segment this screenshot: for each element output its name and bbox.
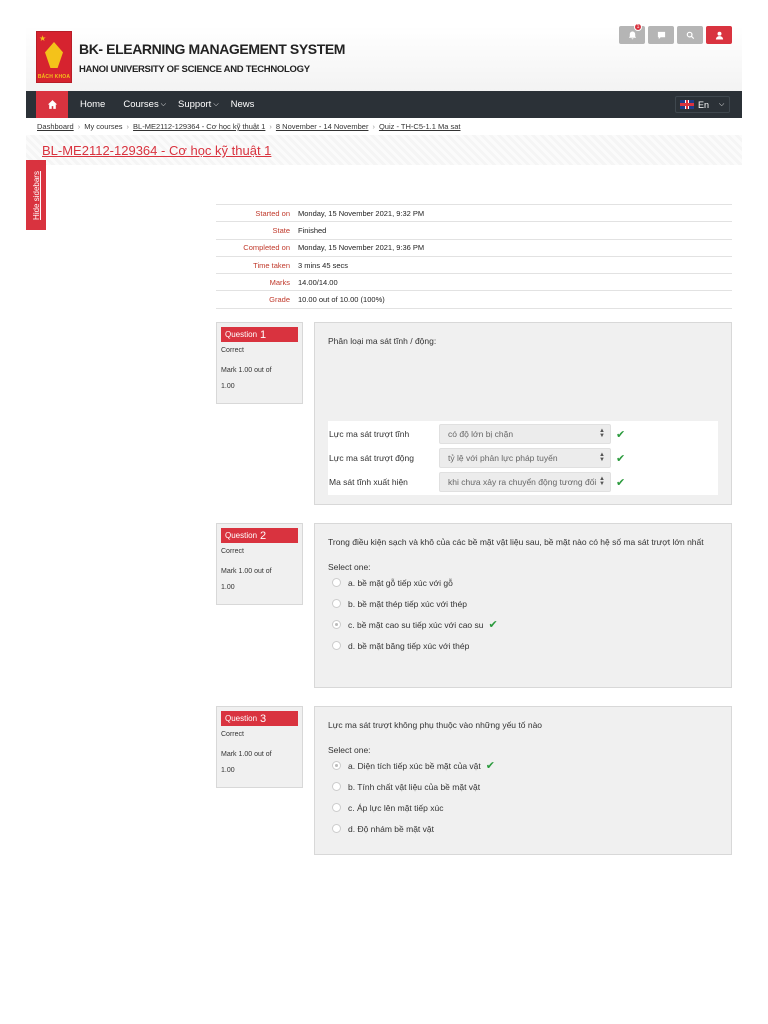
notifications-button[interactable]: [619, 26, 645, 44]
breadcrumb-my-courses: My courses: [84, 122, 123, 131]
user-menu-button[interactable]: [706, 26, 732, 44]
nav-home-label: Home: [80, 99, 106, 110]
option-label: a. Diện tích tiếp xúc bề mặt của vật: [348, 760, 481, 771]
answer-option[interactable]: [328, 818, 718, 839]
answer-option[interactable]: [328, 797, 718, 818]
summary-value: 14.00/14.00: [298, 277, 338, 287]
breadcrumb-separator: ›: [269, 122, 272, 131]
torch-icon: [45, 42, 63, 68]
question-state: Correct: [221, 731, 244, 738]
question-info-3: [216, 706, 303, 788]
hide-sidebars-label: Hide sidebars: [31, 170, 41, 220]
match-select-value: khi chưa xảy ra chuyển động tương đối: [448, 477, 597, 487]
question-content-2: [314, 523, 732, 688]
language-label: En: [698, 99, 710, 110]
match-answers: [328, 421, 718, 495]
match-label: Lực ma sát trượt động: [329, 453, 414, 463]
site-subtitle: HANOI UNIVERSITY OF SCIENCE AND TECHNOLOGY: [79, 64, 310, 75]
question-info-1: [216, 322, 303, 404]
summary-value: Monday, 15 November 2021, 9:32 PM: [298, 208, 425, 218]
bell-icon: [628, 31, 637, 40]
select-arrows-icon: ▲ ▼: [596, 453, 605, 463]
nav-home-button[interactable]: [36, 91, 68, 118]
nav-news-link[interactable]: [231, 99, 255, 110]
nav-courses-dropdown[interactable]: [123, 99, 166, 110]
question-state: Correct: [221, 548, 244, 555]
user-icon: [715, 31, 724, 40]
breadcrumb-dashboard[interactable]: Dashboard: [37, 122, 74, 131]
option-label: c. bề mặt cao su tiếp xúc với cao su: [348, 619, 484, 630]
select-one-label: Select one:: [328, 562, 371, 572]
nav-courses-label: Courses: [123, 99, 159, 110]
summary-row: [216, 256, 732, 273]
summary-label: Started on: [255, 208, 290, 218]
check-icon: ✔: [616, 452, 626, 465]
quiz-review-summary: [216, 204, 732, 309]
match-select[interactable]: [439, 472, 611, 492]
option-label: b. bề mặt thép tiếp xúc với thép: [348, 598, 467, 609]
option-label: c. Áp lực lên mặt tiếp xúc: [348, 802, 444, 813]
check-icon: ✔: [616, 428, 626, 441]
messages-button[interactable]: [648, 26, 674, 44]
question-content-3: [314, 706, 732, 855]
nav-news-label: News: [230, 99, 255, 110]
check-icon: ✔: [616, 476, 626, 489]
radio-button[interactable]: [332, 782, 341, 791]
option-label: d. bề mặt băng tiếp xúc với thép: [348, 640, 470, 651]
check-icon: ✔: [485, 760, 495, 772]
radio-button[interactable]: [332, 803, 341, 812]
question-mark: Mark 1.00 out of 1.00: [221, 367, 272, 390]
match-select[interactable]: [439, 448, 611, 468]
radio-button-checked[interactable]: [332, 620, 341, 629]
summary-row: [216, 205, 732, 222]
match-select-value: tỷ lệ với phản lực pháp tuyến: [448, 453, 558, 463]
question-text: Trong điều kiện sạch và khô của các bề mặt vật liệu sau, bề mặt nào có hệ số ma sát trượt lớn nhất: [328, 537, 704, 547]
star-icon: ★: [39, 34, 47, 43]
question-label: Question: [225, 330, 258, 339]
match-label: Lực ma sát trượt tĩnh: [329, 429, 410, 439]
question-label: Question: [225, 531, 258, 540]
question-number: 1: [260, 328, 267, 341]
answer-option[interactable]: [328, 593, 718, 614]
breadcrumb: [37, 122, 461, 131]
question-number: 2: [260, 529, 267, 542]
answer-option[interactable]: [328, 776, 718, 797]
answer-option[interactable]: [328, 635, 718, 656]
summary-value: 3 mins 45 secs: [298, 260, 349, 270]
question-content-1: [314, 322, 732, 505]
match-row: [328, 447, 718, 469]
course-title-link[interactable]: BL-ME2112-129364 - Cơ học kỹ thuật 1: [42, 143, 272, 158]
question-number-label: [221, 528, 298, 543]
header-actions: [619, 26, 732, 44]
breadcrumb-course[interactable]: BL-ME2112-129364 - Cơ học kỹ thuật 1: [133, 122, 266, 131]
radio-button[interactable]: [332, 578, 341, 587]
answer-option[interactable]: [328, 572, 718, 593]
question-text: Phân loại ma sát tĩnh / động:: [328, 336, 437, 346]
chevron-down-icon: ⌵: [719, 100, 725, 108]
summary-label: Grade: [269, 295, 290, 305]
summary-row: [216, 239, 732, 256]
match-row: [328, 423, 718, 445]
university-logo[interactable]: [36, 31, 72, 83]
nav-home-link[interactable]: [80, 99, 105, 110]
nav-support-dropdown[interactable]: [178, 99, 219, 110]
match-select[interactable]: [439, 424, 611, 444]
breadcrumb-quiz[interactable]: Quiz - TH-C5-1.1 Ma sat: [378, 122, 461, 131]
logo-text: BÁCH KHOA: [37, 74, 71, 80]
uk-flag-icon: [680, 100, 694, 109]
summary-row: [216, 222, 732, 239]
radio-button-checked[interactable]: [332, 761, 341, 770]
summary-label: Time taken: [253, 260, 290, 270]
select-arrows-icon: ▲ ▼: [596, 429, 605, 439]
match-label: Ma sát tĩnh xuất hiện: [329, 477, 408, 487]
radio-button[interactable]: [332, 824, 341, 833]
option-label: d. Độ nhám bề mặt vật: [348, 823, 434, 834]
chat-icon: [657, 31, 666, 40]
summary-row: [216, 291, 732, 308]
answer-option-selected[interactable]: [328, 614, 718, 635]
answer-option-selected[interactable]: [328, 755, 718, 776]
chevron-down-icon: ⌵: [213, 100, 219, 108]
breadcrumb-separator: ›: [126, 122, 130, 131]
match-row: [328, 471, 718, 493]
option-label: b. Tính chất vật liệu của bề mặt vật: [348, 781, 481, 792]
radio-button[interactable]: [332, 599, 341, 608]
question-mark: Mark 1.00 out of 1.00: [221, 568, 272, 591]
nav-support-label: Support: [178, 99, 212, 110]
question-text: Lực ma sát trượt không phụ thuộc vào những yếu tố nào: [328, 720, 543, 730]
summary-label: State: [272, 225, 290, 235]
select-arrows-icon: ▲ ▼: [596, 477, 605, 487]
question-info-2: [216, 523, 303, 605]
question-mark: Mark 1.00 out of 1.00: [221, 751, 272, 774]
check-icon: ✔: [488, 619, 498, 631]
question-label: Question: [225, 714, 258, 723]
home-icon: [47, 99, 58, 110]
breadcrumb-separator: ›: [372, 122, 375, 131]
notification-badge: 1: [634, 23, 642, 31]
summary-label: Marks: [269, 277, 290, 287]
question-number: 3: [260, 712, 267, 725]
question-number-label: [221, 711, 298, 726]
radio-button[interactable]: [332, 641, 341, 650]
main-navbar: [26, 91, 742, 118]
breadcrumb-week[interactable]: 8 November - 14 November: [275, 122, 369, 131]
site-title[interactable]: BK- ELEARNING MANAGEMENT SYSTEM: [79, 41, 346, 57]
question-number-label: [221, 327, 298, 342]
summary-value: Monday, 15 November 2021, 9:36 PM: [298, 243, 425, 253]
summary-value: 10.00 out of 10.00 (100%): [298, 295, 385, 305]
select-one-label: Select one:: [328, 745, 371, 755]
search-icon: [686, 31, 695, 40]
summary-row: [216, 274, 732, 291]
breadcrumb-separator: ›: [77, 122, 81, 131]
question-state: Correct: [221, 347, 244, 354]
search-button[interactable]: [677, 26, 703, 44]
summary-label: Completed on: [243, 243, 290, 253]
match-select-value: có độ lớn bị chặn: [448, 429, 514, 439]
summary-value: Finished: [298, 225, 327, 235]
language-selector[interactable]: [675, 96, 730, 113]
site-header: [26, 26, 742, 92]
chevron-down-icon: ⌵: [160, 100, 167, 108]
hide-sidebars-toggle[interactable]: [26, 160, 46, 230]
option-label: a. bề mặt gỗ tiếp xúc với gỗ: [348, 577, 453, 588]
